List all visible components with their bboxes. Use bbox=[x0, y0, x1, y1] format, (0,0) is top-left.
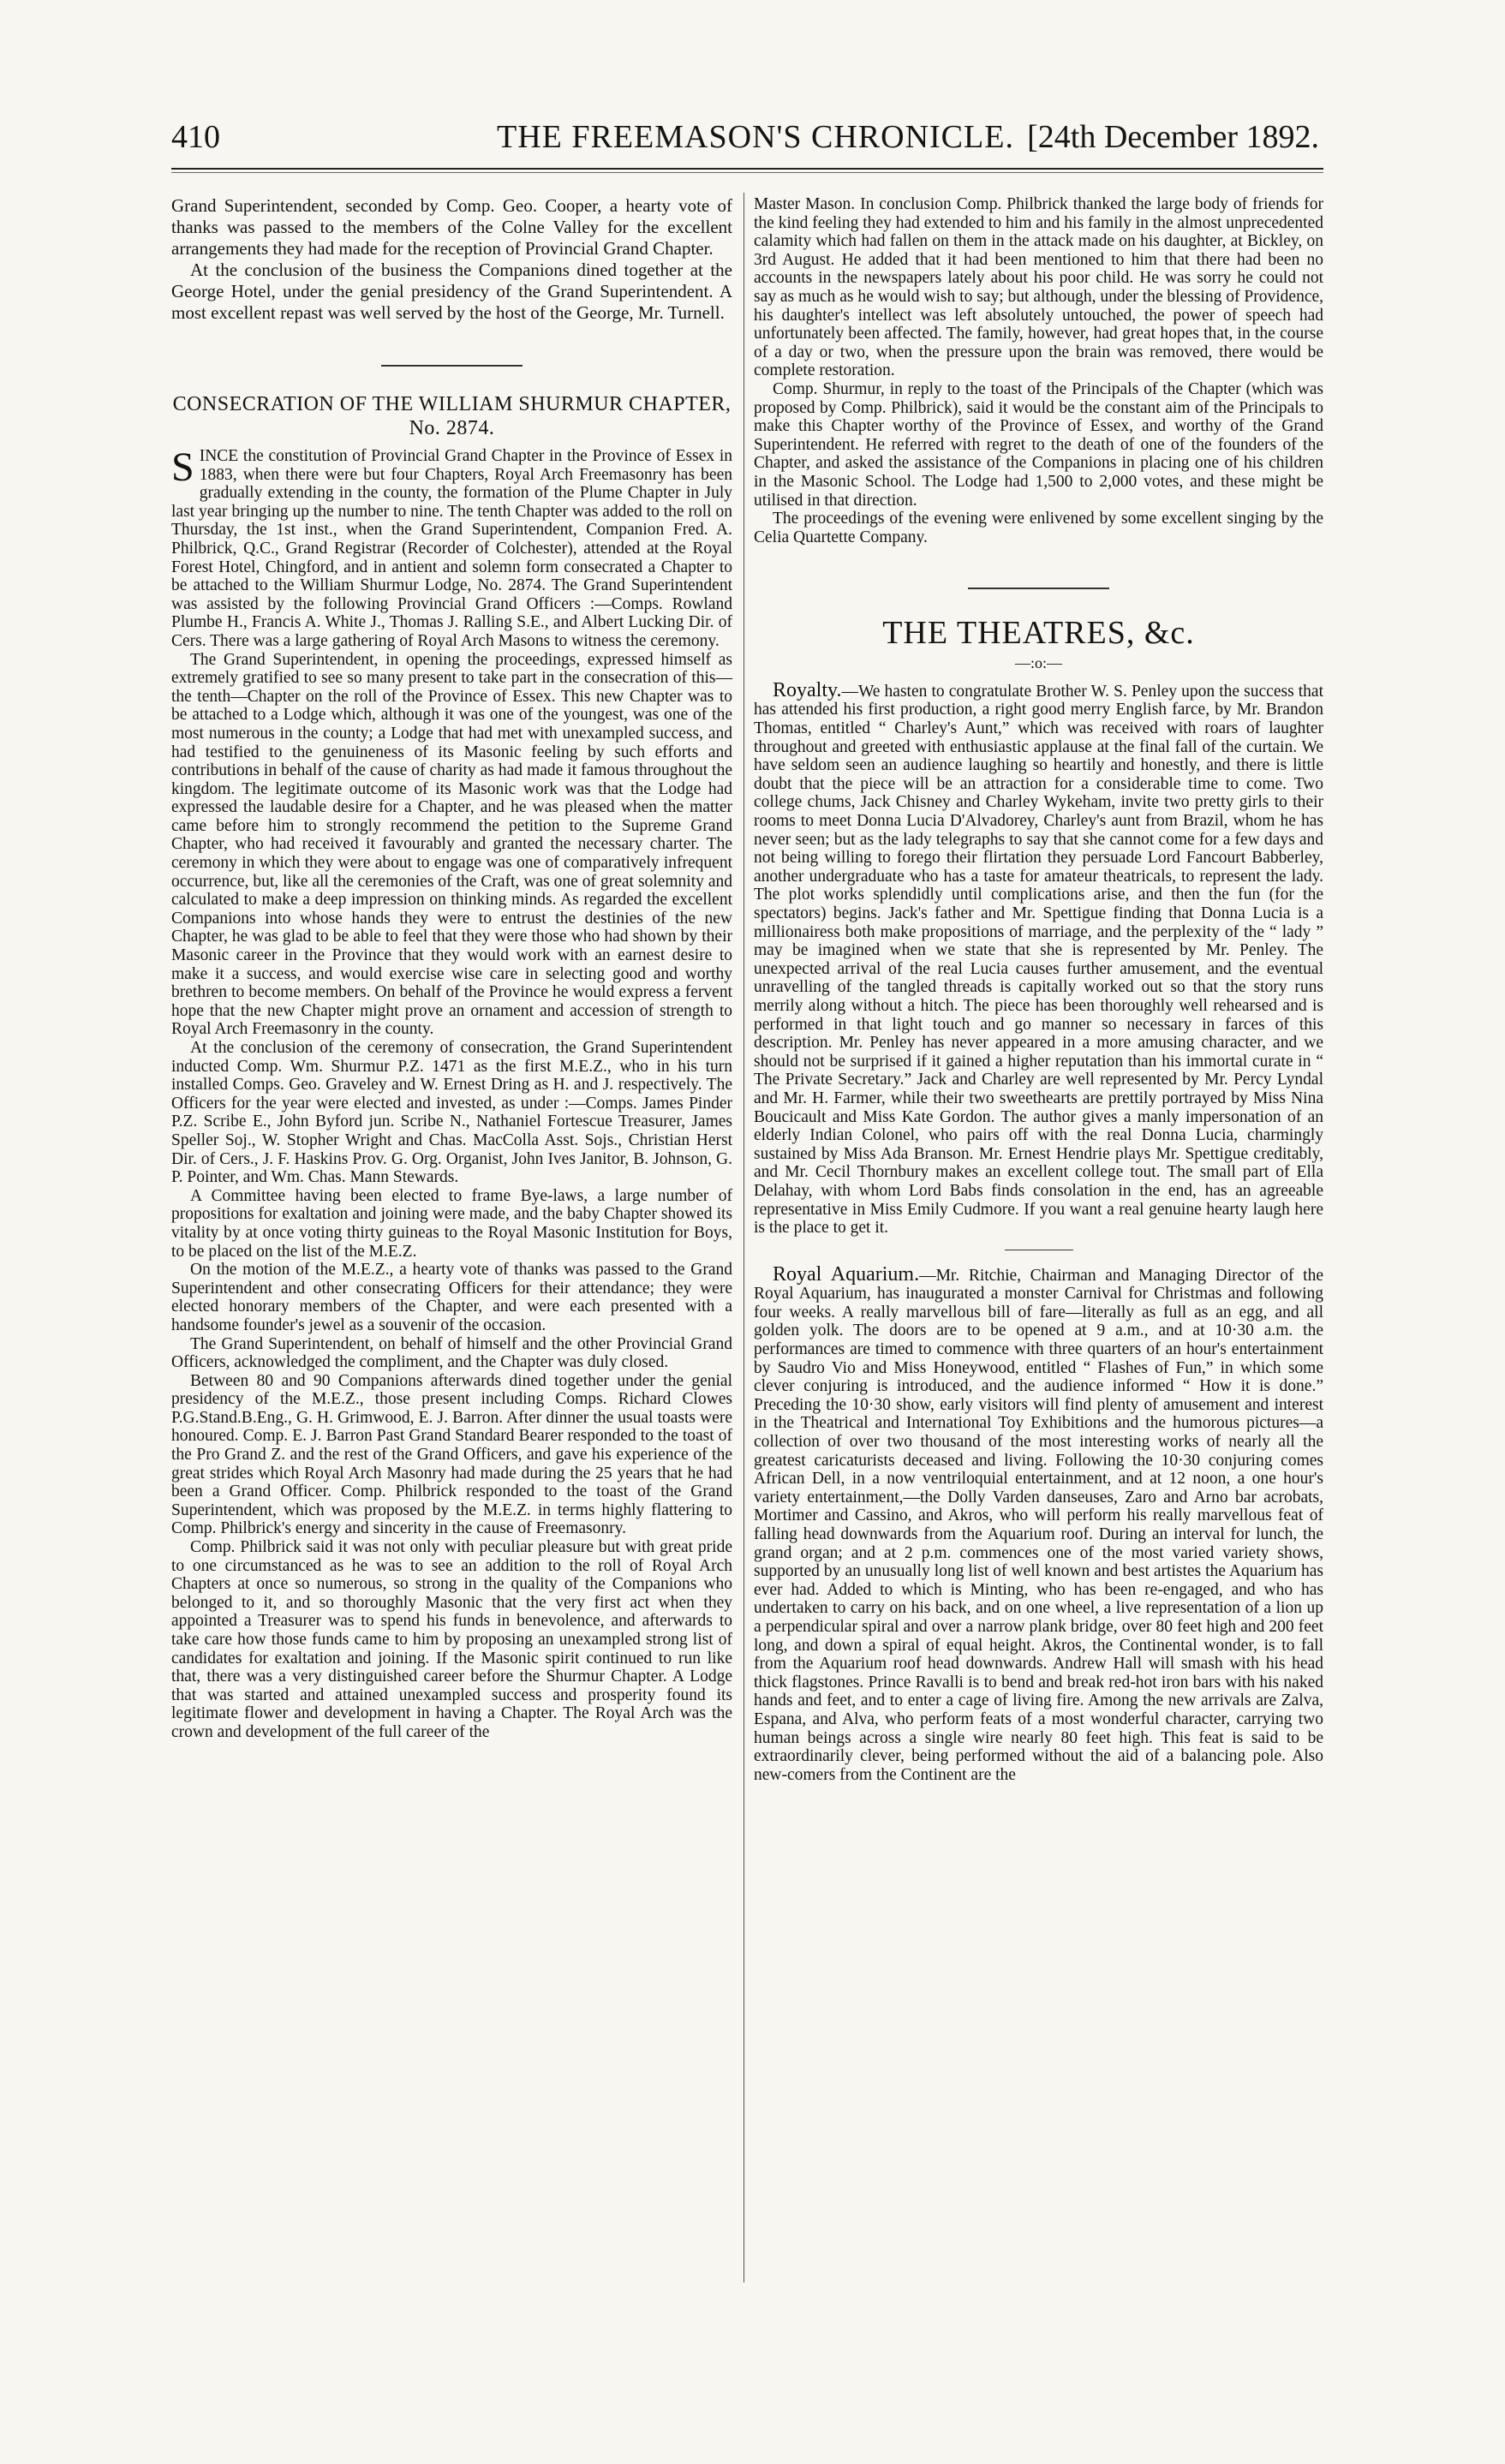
article-paragraph: The Grand Superintendent, on behalf of himself and the other Provincial Grand Officers, acknowledged the compliment, and the Chapter was duly closed. bbox=[171, 1334, 732, 1372]
article-paragraph: Comp. Philbrick said it was not only with peculiar pleasure but with great pride to one circumstanced as he was to see an addition to the roll of Royal Arch Chapters at once so numerous, so strong in the quality of the Companions who belonged to it, and so thoroughly Masonic that the very first act when they appointed a Treasurer was to spend his funds in benevolence, and afterwards to take care how those funds came to him by proposing an unexampled strong list of candidates for exaltation and joining. If the Masonic spirit continued to run like that, there was a very distinguished career before the Shurmur Chapter. A Lodge that was started and attained unexampled success and prosperity found its legitimate flower and development in having a Chapter. The Royal Arch was the crown and development of the full career of the bbox=[171, 1538, 732, 1741]
issue-date: [24th December 1892. bbox=[1027, 119, 1319, 155]
article-paragraph: A Committee having been elected to frame Bye-laws, a large number of propositions for exaltation and joining were made, and the baby Chapter showed its vitality by at once voting thirty guineas to the Royal Masonic Institution for Boys, to be placed on the list of the M.E.Z. bbox=[171, 1186, 732, 1261]
article-heading: CONSECRATION OF THE WILLIAM SHURMUR CHAPTER, No. 2874. bbox=[172, 393, 732, 439]
page-number: 410 bbox=[171, 119, 220, 155]
review-title: Royalty. bbox=[773, 678, 842, 701]
review-text: —Mr. Ritchie, Chairman and Managing Director of the Royal Aquarium, has inaugurated a monster Carnival for Christmas and following four weeks. A really marvellous bill of fare—literally as full as an egg, and all golden yolk. The doors are to be opened at 9 a.m., and at 10·30 a.m. the performances are timed to commence with three quarters of an hour's entertainment by Saudro Vio and Miss Honeywood, entitled “ Flashes of Fun,” in which some clever conjuring is introduced, and the audience informed “ How it is done.” Preceding the 10·30 show, early visitors will find plenty of amusement and interest in the Theatrical and International Toy Exhibitions and the humorous pictures—a collection of over two thousand of the most interesting works of nearly all the greatest caricaturists deceased and living. Following the 10·30 conjuring comes African Dell, in a now ventriloquial entertainment, and at 12 noon, a one hour's variety entertainment,—the Dolly Varden danseuses, Zaro and Arno bar acrobats, Mortimer and Cassino, and Akros, who will perform his really marvellous feat of falling head downwards from the Aquarium roof. During an interval for lunch, the grand organ; and at 2 p.m. commences one of the most varied variety shows, supported by an unusually long list of well known and best artistes the Aquarium has ever had. Added to which is Minting, who has been re-engaged, and who has undertaken to carry on his back, and on one wheel, a live representation of a lion up a perpendicular spiral and over a narrow plank bridge, over 80 feet high and 200 feet long, and down a spiral of equal height. Akros, the Continental wonder, is to fall from the Aquarium roof head downwards. Andrew Hall will smash with his head thick flagstones. Prince Ravalli is to bend and break red-hot iron bars with his naked hands and feet, and to enter a cage of living fire. Among the new arrivals are Zalva, Espana, and Alva, who perform feats of a most wonderful character, carrying two human beings across a single wire nearly 80 feet high. This feat is said to be extraordinarily clever, being performed without the aid of a balancing pole. Also new-comers from the Continent are the bbox=[754, 1266, 1323, 1784]
article-paragraph: At the conclusion of the ceremony of consecration, the Grand Superintendent inducted Comp. Wm. Shurmur P.Z. 1471 as the first M.E.Z., who in his turn installed Comps. Geo. Graveley and W. Ernest Dring as H. and J. respectively. The Officers for the year were elected and invested, as under :—Comps. James Pinder P.Z. Scribe E., John Byford jun. Scribe N., Nathaniel Fortescue Treasurer, James Speller Soj., W. Stopher Wright and Chas. MacColla Asst. Sojs., Christian Herst Dir. of Cers., J. F. Haskins Prov. G. Org. Organist, John Ives Janitor, B. Johnson, G. P. Pointer, and Wm. Chas. Mann Stewards. bbox=[171, 1039, 732, 1187]
masthead-rule bbox=[171, 168, 1323, 170]
section-heading: THE THEATRES, &c. bbox=[882, 615, 1195, 652]
article-paragraph bbox=[171, 444, 732, 651]
drop-cap: S bbox=[171, 444, 194, 490]
masthead bbox=[171, 118, 1319, 166]
review-text: —We hasten to congratulate Brother W. S. Penley upon the success that has attended his first production, a right good merry English farce, by Mr. Brandon Thomas, entitled “ Charley's Aunt,” which was received with roars of laughter throughout and greeted with enthusiastic applause at the final fall of the curtain. We have seldom seen an audience laughing so heartily and honestly, and there is little doubt that the piece will be an attraction for a considerable time to come. Two college chums, Jack Chisney and Charley Wykeham, invite two pretty girls to their rooms to meet Donna Lucia D'Alvadorey, Charley's aunt from Brazil, whom he has never seen; but as the lady telegraphs to say that she cannot come for a few days and not being willing to forego their flirtation they persuade Lord Fancourt Babberley, another undergraduate who has a taste for amateur theatricals, to represent the lady. The plot works splendidly until complications arise, and then the fun (for the spectators) begins. Jack's father and Mr. Spettigue finding that Donna Lucia is a millionairess both make propositions of marriage, and the perplexity of the “ lady ” may be imagined when we state that she is represented by Mr. Penley. The unexpected arrival of the real Lucia causes further amusement, and the eventual unravelling of the tangled threads is capitally worked out so that the story runs merrily along without a hitch. The piece has been thoroughly well rehearsed and is performed in that light touch and go manner so necessary in farces of this description. Mr. Penley has never appeared in a more amusing character, and we should not be surprised if it gained a higher reputation than his immortal curate in “ The Private Secretary.” Jack and Charley are well represented by Mr. Percy Lyndal and Mr. H. Farmer, while their two sweethearts are prettily portrayed by Miss Nina Boucicault and Miss Kate Gordon. The author gives a manly impersonation of an elderly Indian Colonel, who pairs off with the real Donna Lucia, charmingly sustained by Miss Ada Branson. Mr. Ernest Hendrie plays Mr. Spettigue creditably, and Mr. Cecil Thornbury makes an excellent college tout. The small part of Ella Delahay, with whom Lord Babs finds consolation in the end, has an agreeable representative in Miss Emily Cudmore. If you want a real genuine hearty laugh here is the place to get it. bbox=[754, 682, 1323, 1238]
review-paragraph bbox=[754, 678, 1323, 1238]
section-divider bbox=[968, 588, 1109, 589]
article-paragraph: Between 80 and 90 Companions afterwards dined together under the genial presidency of the M.E.Z., those present including Comps. Richard Clowes P.G.Stand.B.Eng., G. H. Grimwood, E. J. Barron. After dinner the usual toasts were honoured. Comp. E. J. Barron Past Grand Standard Bearer responded to the toast of the Pro Grand Z. and the rest of the Grand Officers, and gave his experience of the great strides which Royal Arch Masonry had made during the 25 years that he had been a Grand Officer. Comp. Philbrick responded to the toast of the Grand Superintendent, which was proposed by the M.E.Z. in terms highly flattering to Comp. Philbrick's energy and sincerity in the cause of Freemasonry. bbox=[171, 1371, 732, 1538]
left-column bbox=[171, 195, 732, 1742]
article-paragraph: The proceedings of the evening were enlivened by some excellent singing by the Celia Quartette Company. bbox=[754, 510, 1323, 546]
review-paragraph bbox=[754, 1262, 1323, 1785]
publication-title: THE FREEMASON'S CHRONICLE. bbox=[497, 119, 1014, 155]
review-title: Royal Aquarium. bbox=[773, 1262, 920, 1286]
heading-ornament: —:o:— bbox=[1014, 654, 1062, 672]
right-column bbox=[754, 195, 1323, 1784]
article-paragraph: The Grand Superintendent, in opening the proceedings, expressed himself as extremely gratified to see so many present to take part in the consecration of this—the tenth—Chapter on the roll of the Province of Essex. This new Chapter was to be attached to a Lodge which, although it was one of the youngest, was one of the most numerous in the county; a Lodge that had met with unexampled success, and had testified to the genuineness of its Masonic feeling by such efforts and contributions in behalf of the cause of charity as had made it famous throughout the kingdom. The legitimate outcome of its Masonic work was that the Lodge had expressed the laudable desire for a Chapter, and he was pleased when the matter came before him to strongly recommend the petition to the Supreme Grand Chapter, who had received it favourably and granted the necessary charter. The ceremony in which they were about to engage was one of comparatively infrequent occurrence, but, like all the ceremonies of the Craft, was one of great solemnity and calculated to make a deep impression on thinking minds. As regarded the excellent Companions into whose hands they were to entrust the destinies of the new Chapter, he was glad to be able to feel that they were those who had shown by their Masonic career in the Province that they would work with an earnest desire to make it a success, and would exercise wise care in selecting good and worthy brethren to become members. On behalf of the Province he would express a fervent hope that the new Chapter might prove an ornament and accession of strength to Royal Arch Freemasonry in the county. bbox=[171, 650, 732, 1039]
article-paragraph: On the motion of the M.E.Z., a hearty vote of thanks was passed to the Grand Superintendent and other consecrating Officers for their attendance; they were elected honorary members of the Chapter, and were each presented with a handsome founder's jewel as a souvenir of the occasion. bbox=[171, 1261, 732, 1334]
article-paragraph: Comp. Shurmur, in reply to the toast of the Principals of the Chapter (which was proposed by Comp. Philbrick), said it would be the constant aim of the Principals to make this Chapter worthy of the Province of Essex, and worthy of the Grand Superintendent. He referred with regret to the death of one of the founders of the Chapter, and asked the assistance of the Companions in placing one of his children in the Masonic School. The Lodge had 1,500 to 2,000 votes, and these might be utilised in that direction. bbox=[754, 379, 1323, 510]
section-divider bbox=[381, 365, 523, 367]
masthead-rule-thin bbox=[171, 172, 1323, 173]
article-paragraph: Grand Superintendent, seconded by Comp. Geo. Cooper, a hearty vote of thanks was passed to the members of the Colne Valley for the excellent arrangements they had made for the reception of Provincial Grand Chapter. bbox=[171, 195, 732, 259]
article-text: INCE the constitution of Provincial Grand Chapter in the Province of Essex in 1883, when there were but four Chapters, Royal Arch Freemasonry has been gradually extending in the county, the formation of the Plume Chapter in July last year bringing up the number to nine. The tenth Chapter was added to the roll on Thursday, the 1st inst., when the Grand Superintendent, Companion Fred. A. Philbrick, Q.C., Grand Registrar (Recorder of Colchester), attended at the Royal Forest Hotel, Chingford, and in antient and solemn form consecrated a Chapter to be attached to the William Shurmur Lodge, No. 2874. The Grand Superintendent was assisted by the following Provincial Grand Officers :—Comps. Rowland Plumbe H., Francis A. White J., Thomas J. Ralling S.E., and Albert Lucking Dir. of Cers. There was a large gathering of Royal Arch Masons to witness the ceremony. bbox=[171, 447, 732, 650]
article-paragraph: At the conclusion of the business the Companions dined together at the George Hotel, under the genial presidency of the Grand Superintendent. A most excellent repast was well served by the host of the George, Mr. Turnell. bbox=[171, 260, 732, 323]
article-paragraph: Master Mason. In conclusion Comp. Philbrick thanked the large body of friends for the kind feeling they had extended to him and his family in the almost unprecedented calamity which had fallen on them in the attack made on his daughter, at Bickley, on 3rd August. He added that it had been mentioned to him that there had been no accounts in the newspapers lately about his poor child. He was sorry he could not say as much as he would wish to say; but although, under the blessing of Providence, his daughter's intellect was left absolutely untouched, the power of speech had unfortunately been affected. The family, however, had great hopes that, in the course of a day or two, when the pressure upon the brain was removed, there would be complete restoration. bbox=[754, 195, 1323, 380]
